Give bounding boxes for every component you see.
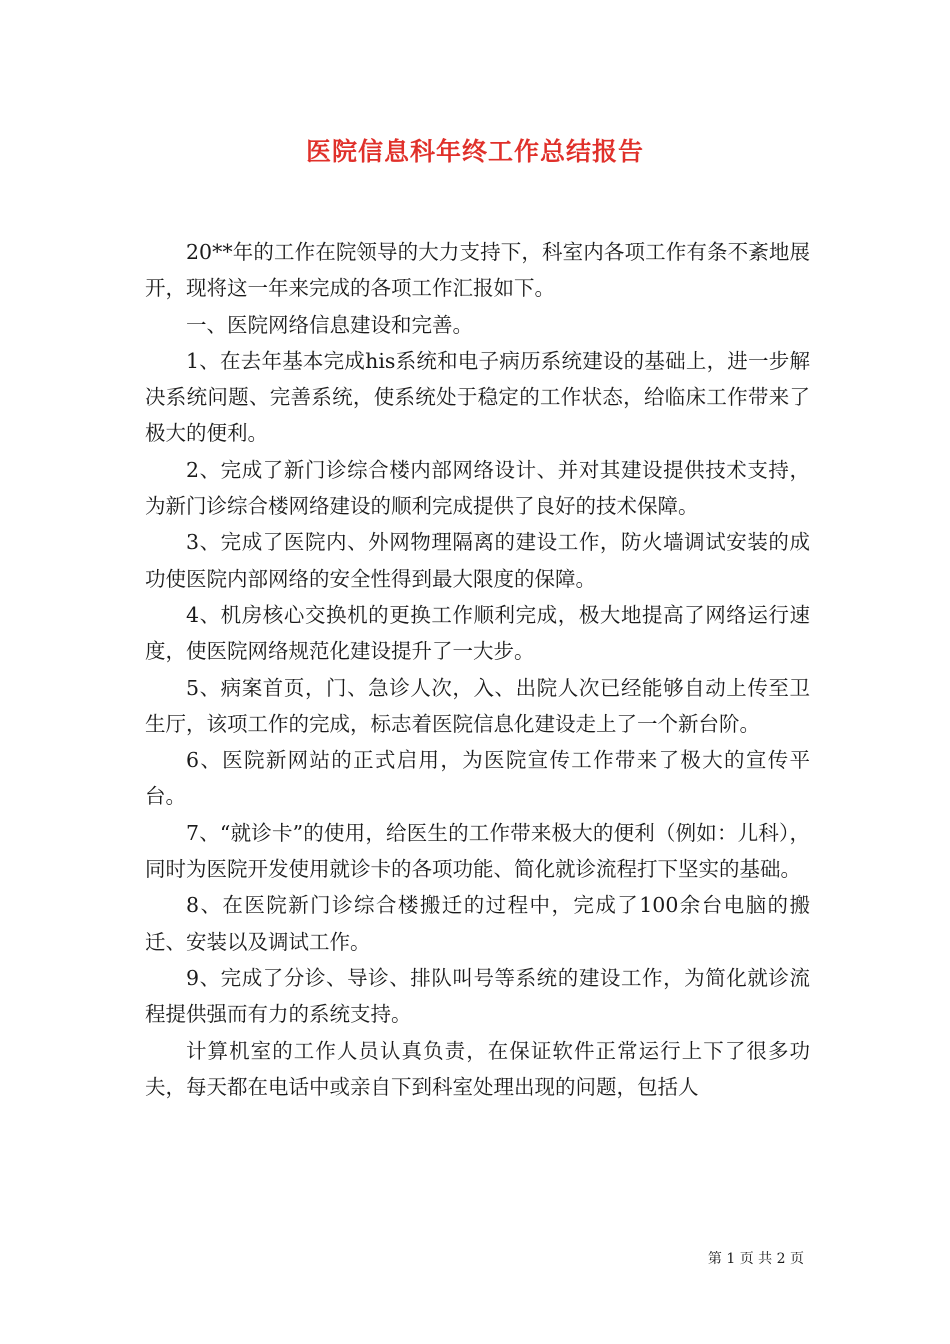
paragraph-item-9: 9、完成了分诊、导诊、排队叫号等系统的建设工作，为简化就诊流程提供强而有力的系统支持。 xyxy=(145,965,810,1027)
paragraph-item-1: 1、在去年基本完成his系统和电子病历系统建设的基础上，进一步解决系统问题、完善系统，使系统处于稳定的工作状态，给临床工作带来了极大的便利。 xyxy=(145,348,810,446)
paragraph-item-4: 4、机房核心交换机的更换工作顺利完成，极大地提高了网络运行速度，使医院网络规范化建设提升了一大步。 xyxy=(145,602,810,664)
document-body xyxy=(145,234,810,1105)
section-heading-network: 一、医院网络信息建设和完善。 xyxy=(186,312,473,337)
paragraph-computer-room: 计算机室的工作人员认真负责，在保证软件正常运行上下了很多功夫，每天都在电话中或亲自下到科室处理出现的问题，包括人 xyxy=(145,1038,810,1099)
document-title: 医院信息科年终工作总结报告 xyxy=(305,137,644,166)
paragraph-intro: 20**年的工作在院领导的大力支持下，科室内各项工作有条不紊地展开，现将这一年来完成的各项工作汇报如下。 xyxy=(145,240,810,301)
paragraph-item-2: 2、完成了新门诊综合楼内部网络设计、并对其建设提供技术支持，为新门诊综合楼网络建设的顺利完成提供了良好的技术保障。 xyxy=(145,457,810,519)
paragraph-item-3: 3、完成了医院内、外网物理隔离的建设工作，防火墙调试安装的成功使医院内部网络的安全性得到最大限度的保障。 xyxy=(145,530,810,591)
paragraph-item-7: 7、“就诊卡”的使用，给医生的工作带来极大的便利（例如：儿科），同时为医院开发使用就诊卡的各项功能、简化就诊流程打下坚实的基础。 xyxy=(145,820,810,882)
paragraph-item-8: 8、在医院新门诊综合楼搬迁的过程中，完成了100余台电脑的搬迁、安装以及调试工作。 xyxy=(145,893,810,954)
paragraph-item-6: 6、医院新网站的正式启用，为医院宣传工作带来了极大的宣传平台。 xyxy=(145,748,810,809)
page-indicator: 第 1 页 共 2 页 xyxy=(707,1251,804,1267)
paragraph-item-5: 5、病案首页，门、急诊人次，入、出院人次已经能够自动上传至卫生厅，该项工作的完成，标志着医院信息化建设走上了一个新台阶。 xyxy=(145,675,810,736)
